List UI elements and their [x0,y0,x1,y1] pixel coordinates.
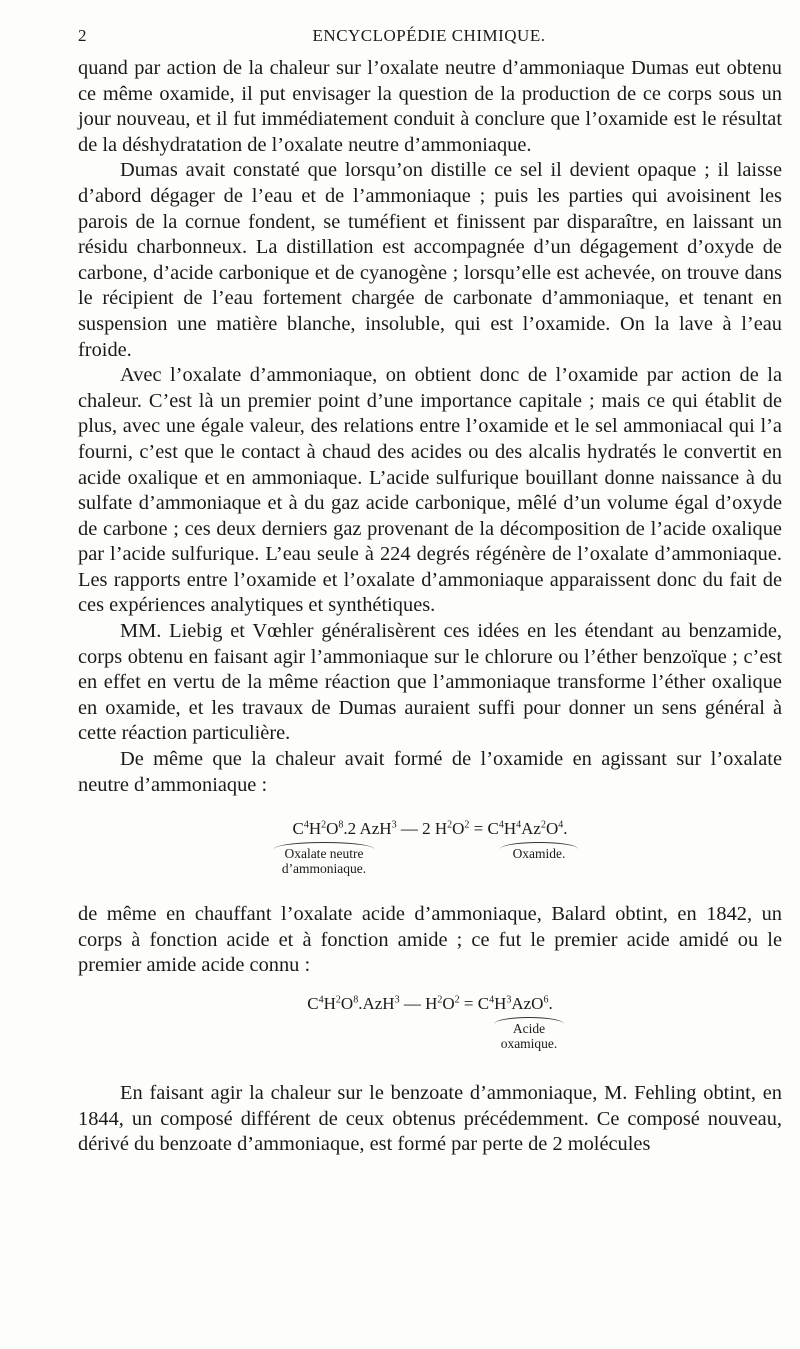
running-header [78,26,780,50]
paragraph-3: Avec l’oxalate d’ammoniaque, on obtient donc de l’oxamide par action de la chaleur. C’est là un premier point d’une importance capitale ; mais ce qui établit de plus, avec une égale valeur, des relations entre l’oxamide et le sel ammoniacal qui l’a fourni, c’est que le contact à chaud des acides ou des alcalis hydratés le convertit en acide oxalique et en ammoniaque. L’acide sulfurique bouillant donne naissance à du sulfate d’ammoniaque et à du gaz acide carbonique, mêlé d’un volume égal d’oxyde de carbone ; ces deux derniers gaz provenant de la décomposition de l’acide oxalique par l’acide sulfurique. L’eau seule à 224 degrés régénère de l’oxalate d’ammoniaque. Les rapports entre l’oxamide et l’oxalate d’ammoniaque apparaissent donc du fait de ces expériences analytiques et synthétiques. [78,364,782,617]
paragraph-4: MM. Liebig et Vœhler généralisèrent ces idées en les étendant au benzamide, corps obtenu en faisant agir l’ammoniaque sur le chlorure ou l’éther benzoïque ; c’est en effet en vertu de la même réaction que l’ammoniaque transforme l’éther oxalique en oxamide, et les travaux de Dumas auraient suffi pour donner un sens général à cette réaction particulière. [78,620,782,745]
running-title: ENCYCLOPÉDIE CHIMIQUE. [312,26,546,45]
body-text [78,56,782,1158]
label-oxalate-neutre: Oxalate neutre d’ammoniaque. [281,846,367,877]
formula-oxamide-labels [78,842,782,888]
paragraph-7: En faisant agir la chaleur sur le benzoate d’ammoniaque, M. Fehling obtint, en 1844, un composé différent de ceux obtenus précédemment. Ce composé nouveau, dérivé du benzoate d’ammoniaque, est formé par perte de 2 molécules [78,1082,782,1156]
paragraph-5: De même que la chaleur avait formé de l’oxamide en agissant sur l’oxalate neutre d’ammoniaque : [78,748,782,796]
formula-acide-oxamique-labels [78,1017,782,1059]
formula-oxamide-text: $C^4H^2O^8.2$ AzH$^3$ — 2 $H^2O^2 = C^4H^4Az^2O^4$. [292,819,568,839]
page-number: 2 [78,26,87,45]
formula-oxamide [78,816,782,838]
formula-acide-oxamique [78,991,782,1013]
paragraph-6: de même en chauffant l’oxalate acide d’ammoniaque, Balard obtint, en 1842, un corps à fonction acide et à fonction amide ; ce fut le premier acide amidé ou le premier amide acide connu : [78,903,782,977]
paragraph-2: Dumas avait constaté que lorsqu’on distille ce sel il devient opaque ; il laisse d’abord dégager de l’eau et de l’ammoniaque ; puis les parties qui avoisinent les parois de la cornue fondent, se tuméfient et finissent par disparaître, en laissant un résidu charbonneux. La distillation est accompagnée d’un dégagement d’oxyde de carbone, d’acide carbonique et de cyanogène ; lorsqu’elle est achevée, on trouve dans le récipient de l’eau fortement chargée de carbonate d’ammoniaque, et tenant en suspension une matière blanche, insoluble, qui est l’oxamide. On la lave à l’eau froide. [78,159,782,361]
formula-acide-oxamique-text: $C^4H^2O^8.AzH^3$ — $H^2O^2 = C^4H^3AzO^6$. [307,994,553,1013]
label-acide-oxamique: Acide oxamique. [500,1021,558,1051]
paragraph-1: quand par action de la chaleur sur l’oxalate neutre d’ammoniaque Dumas eut obtenu ce même oxamide, il put envisager la question de la production de ce corps sous un jour nouveau, et il fut immédiatement conduit à conclure que l’oxamide est le résultat de la déshydratation de l’oxalate neutre d’ammoniaque. [78,57,782,156]
label-oxamide: Oxamide. [512,846,566,862]
